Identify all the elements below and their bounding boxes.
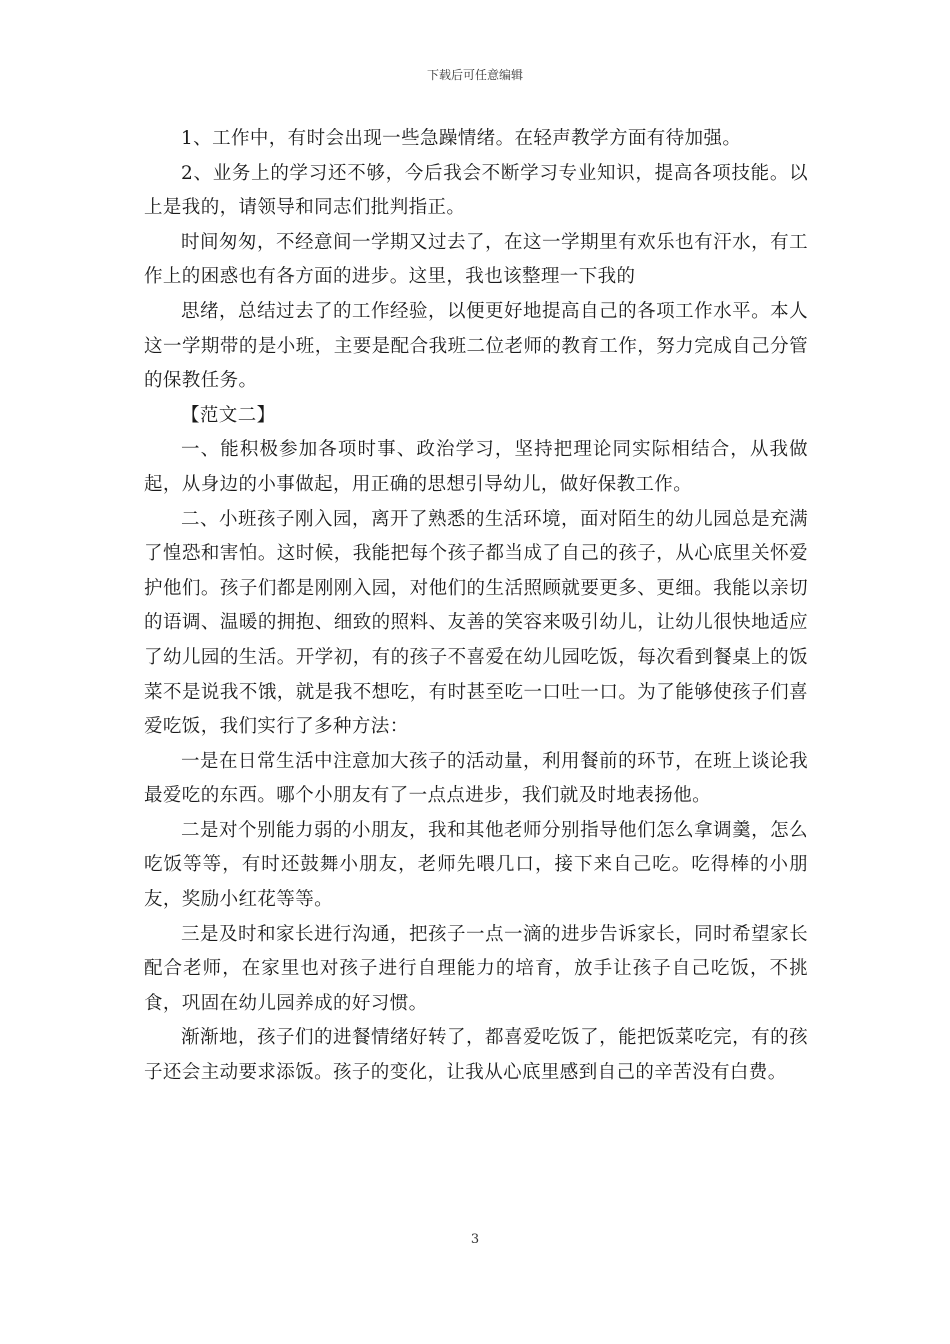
paragraph-10: 三是及时和家长进行沟通，把孩子一点一滴的进步告诉家长，同时希望家长配合老师，在家里也对孩子进行自理能力的培育，放手让孩子自己吃饭，不挑食，巩固在幼儿园养成的好习惯。 bbox=[144, 923, 808, 1014]
page-header: 下载后可任意编辑 bbox=[426, 68, 523, 82]
paragraph-11: 渐渐地，孩子们的进餐情绪好转了，都喜爱吃饭了，能把饭菜吃完，有的孩子还会主动要求添饭。孩子的变化，让我从心底里感到自己的辛苦没有白费。 bbox=[144, 1027, 808, 1084]
paragraph-8: 一是在日常生活中注意加大孩子的活动量，利用餐前的环节，在班上谈论我最爱吃的东西。哪个小朋友有了一点点进步，我们就及时地表扬他。 bbox=[144, 750, 808, 807]
section-heading-fanwen-2: 【范文二】 bbox=[181, 404, 276, 426]
paragraph-2: 2、业务上的学习还不够，今后我会不断学习专业知识，提高各项技能。以上是我的，请领导和同志们批判指正。 bbox=[144, 162, 808, 219]
paragraph-9: 二是对个别能力弱的小朋友，我和其他老师分别指导他们怎么拿调羹，怎么吃饭等等，有时还鼓舞小朋友，老师先喂几口，接下来自己吃。吃得棒的小朋友，奖励小红花等等。 bbox=[144, 819, 808, 911]
page-number: 3 bbox=[470, 1232, 480, 1247]
paragraph-1: 1、工作中，有时会出现一些急躁情绪。在轻声教学方面有待加强。 bbox=[181, 128, 742, 149]
paragraph-7: 二、小班孩子刚入园，离开了熟悉的生活环境，面对陌生的幼儿园总是充满了惶恐和害怕。这时候，我能把每个孩子都当成了自己的孩子，从心底里关怀爱护他们。孩子们都是刚刚入园，对他们的生活照顾就要更多、更细。我能以亲切的语调、温暖的拥抱、细致的照料、友善的笑容来吸引幼儿，让幼儿很快地适应了幼儿园的生活。开学初，有的孩子不喜爱在幼儿园吃饭，每次看到餐桌上的饭菜不是说我不饿，就是我不想吃，有时甚至吃一口吐一口。为了能够使孩子们喜爱吃饭，我们实行了多种方法： bbox=[144, 508, 808, 738]
paragraph-4: 思绪，总结过去了的工作经验，以便更好地提高自己的各项工作水平。本人这一学期带的是小班，主要是配合我班二位老师的教育工作，努力完成自己分管的保教任务。 bbox=[144, 300, 808, 392]
document-body bbox=[144, 122, 808, 1091]
paragraph-6: 一、能积极参加各项时事、政治学习，坚持把理论同实际相结合，从我做起，从身边的小事做起，用正确的思想引导幼儿，做好保教工作。 bbox=[144, 439, 808, 495]
paragraph-3: 时间匆匆，不经意间一学期又过去了，在这一学期里有欢乐也有汗水，有工作上的困惑也有各方面的进步。这里，我也该整理一下我的 bbox=[144, 231, 808, 288]
